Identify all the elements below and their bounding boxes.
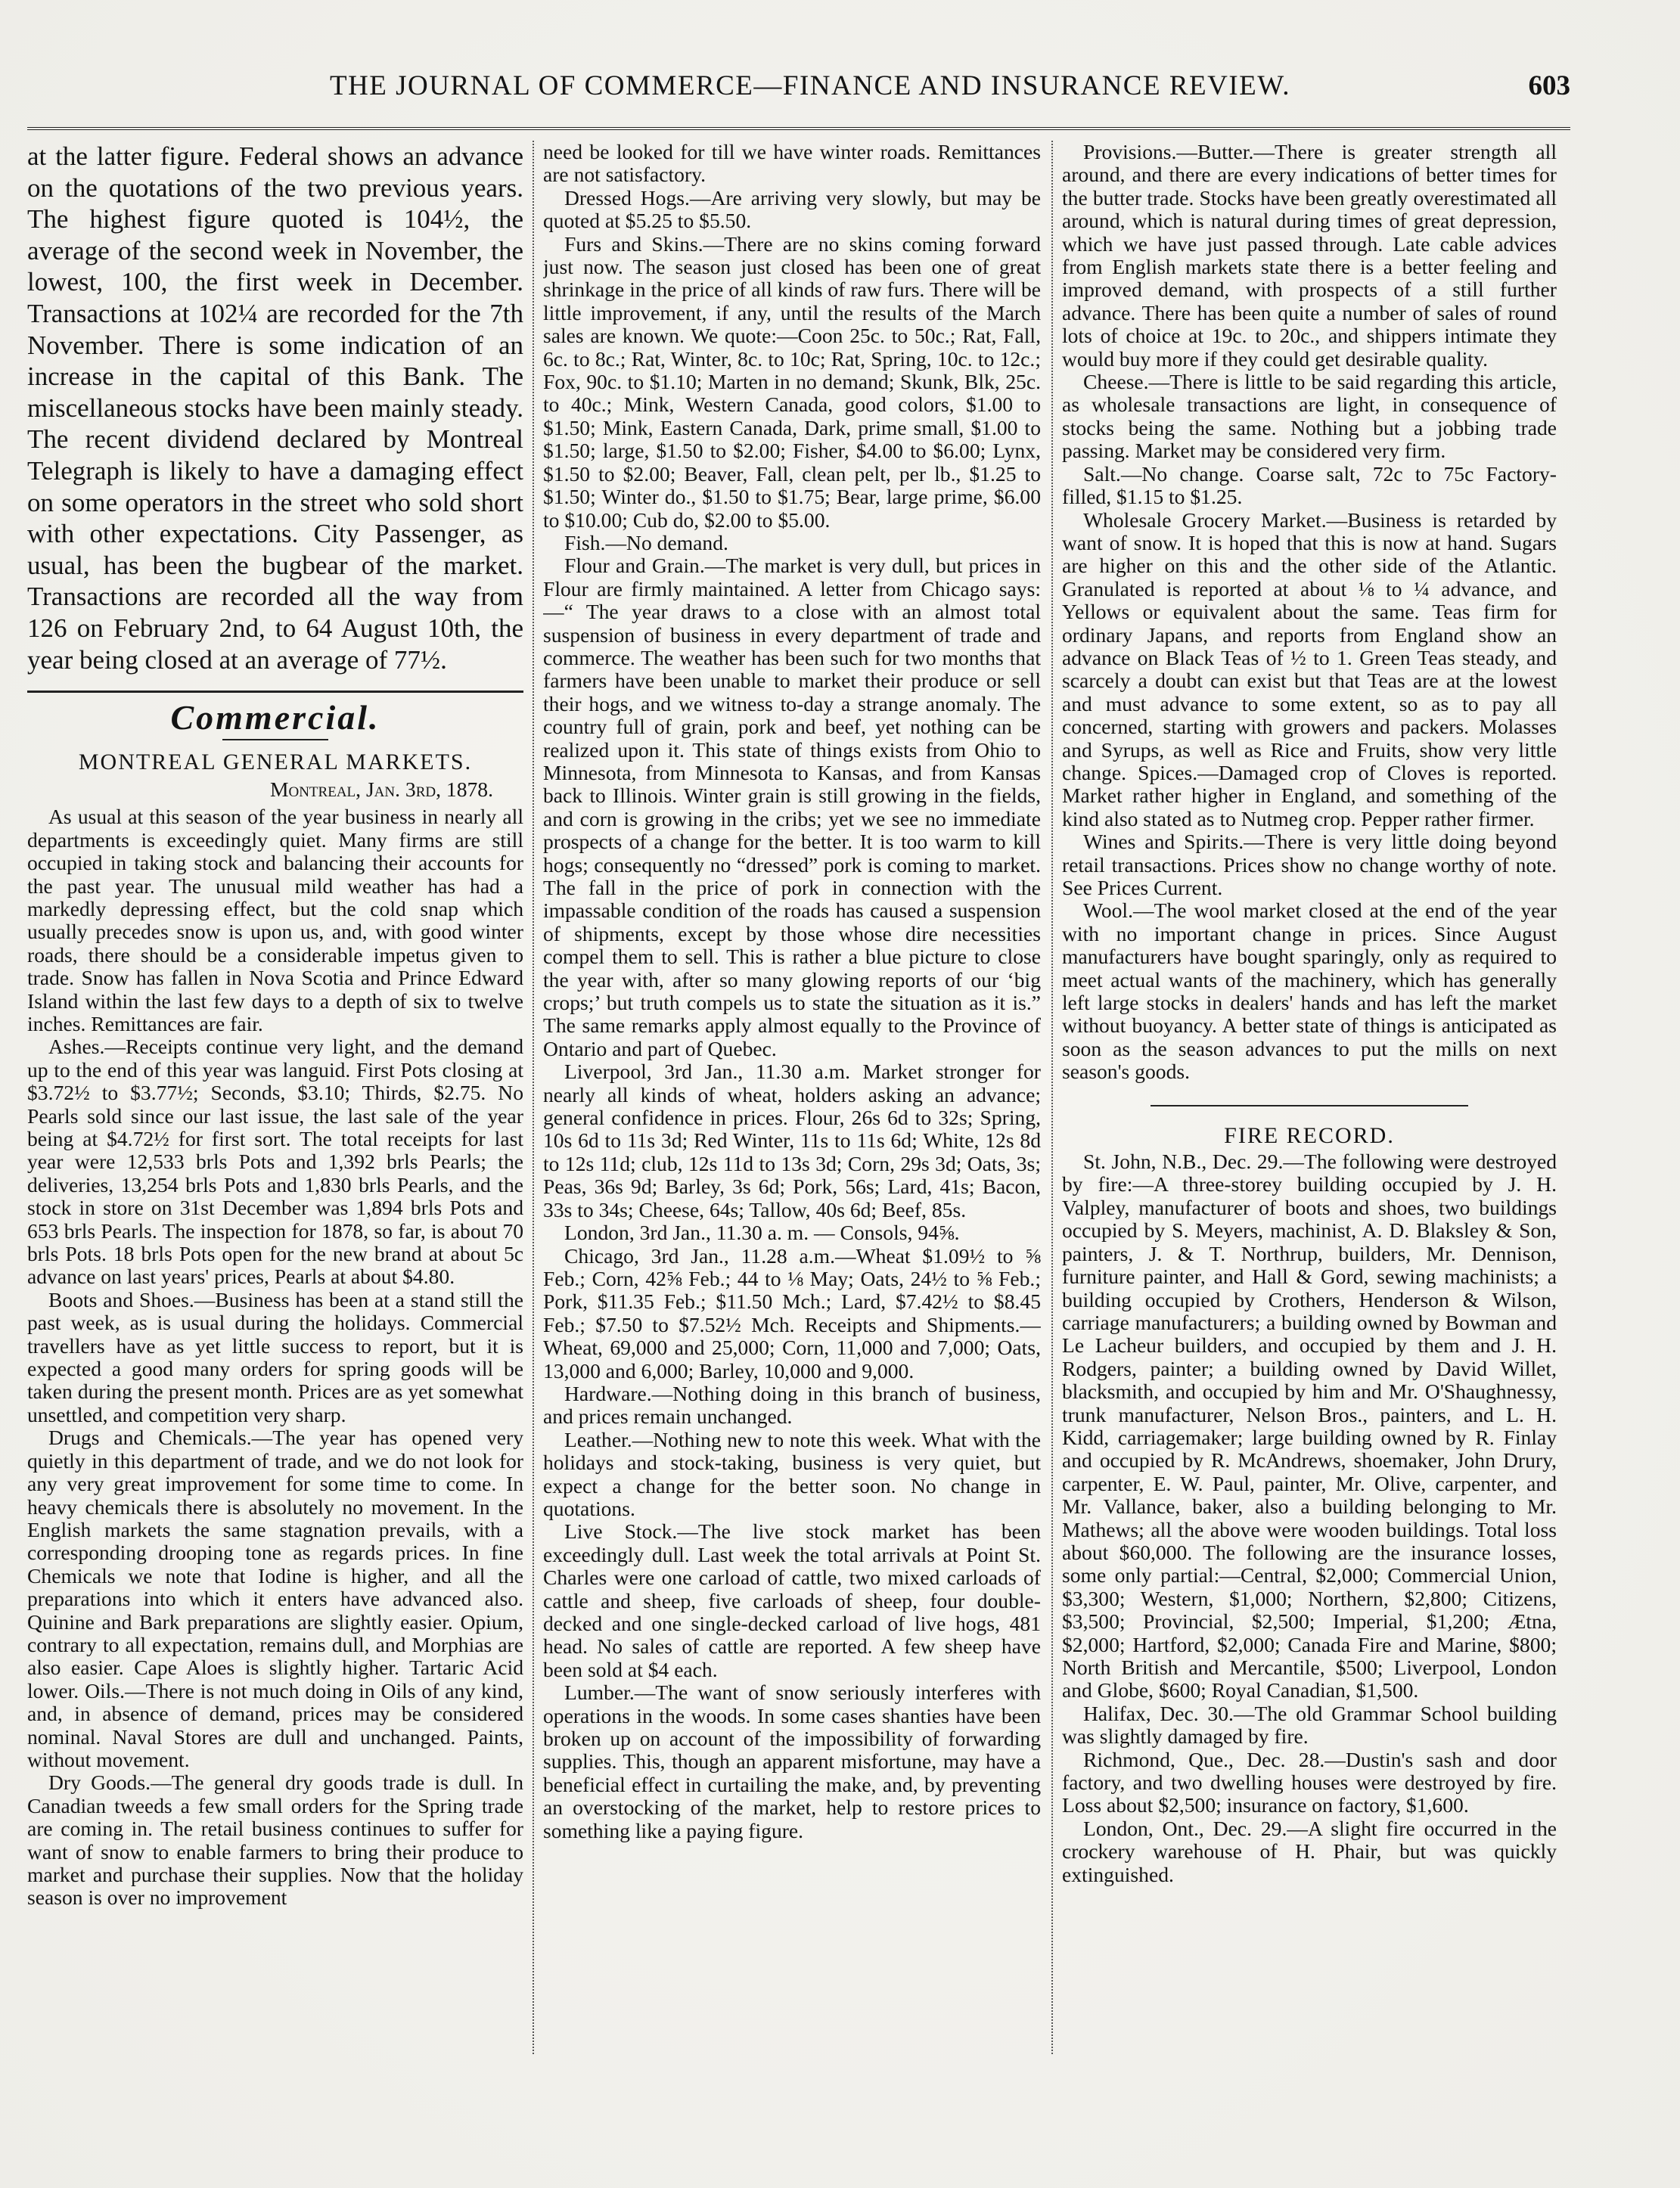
richmond-fire-paragraph: Richmond, Que., Dec. 28.—Dustin's sash and door factory, and two dwelling houses were destroyed by fire. Loss about $2,500; insurance on factory, $1,600. xyxy=(1062,1747,1557,1817)
ashes-paragraph: Ashes.—Receipts continue very light, and the demand up to the end of this year was languid. First Pots closing at $3.72½ to $3.77½; Seconds, $3.10; Thirds, $2.75. No Pearls sold since our last issue, the last sale of the year being at $4.72½ for first sort. The total receipts for last year were 12,533 brls Pots and 1,392 brls Pearls; the deliveries, 13,254 brls Pots and 1,830 brls Pearls, and the stock in store on 31st December was 1,894 brls Pots and 653 brls Pearls. The inspection for 1878, so far, is about 70 brls Pots. 18 brls Pots open for the new brand at about 5c advance on last years' prices, Pearls at about $4.80. xyxy=(27,1035,523,1289)
fire-record-rule xyxy=(1151,1105,1468,1106)
dry-goods-paragraph: Dry Goods.—The general dry goods trade is dull. In Canadian tweeds a few small orders for the Spring trade are coming in. The retail business continues to suffer for want of snow to enable farmers to bring their produce to market and purchase their supplies. Now that the holiday season is over no improvement xyxy=(27,1771,523,1910)
leather-paragraph: Leather.—Nothing new to note this week. What with the holidays and stock-taking, business is very quiet, but expect a change for the better soon. No change in quotations. xyxy=(543,1427,1041,1520)
chicago-paragraph: Chicago, 3rd Jan., 11.28 a.m.—Wheat $1.09½ to ⅝ Feb.; Corn, 42⅝ Feb.; 44 to ⅛ May; Oats, 24½ to ⅝ Feb.; Pork, $11.35 Feb.; $11.50 Mch.; Lard, $7.42½ to $8.45 Feb.; $7.50 to $7.52½ Mch. Receipts and Shipments.—Wheat, 69,000 and 25,000; Corn, 11,000 and 7,000; Oats, 13,000 and 6,000; Barley, 10,000 and 9,000. xyxy=(543,1243,1041,1383)
provisions-paragraph: Provisions.—Butter.—There is greater strength all around, and there are every indications of better times for the butter trade. Stocks have been greatly overestimated all around, which is natural during times of great depression, which we have just passed through. Late cable advices from English markets state there is a better feeling and improved demand, with prospects of a still further advance. There has been quite a number of sales of round lots of choice at 19c. to 20c., and shippers intimate they would buy more if they could get desirable quality. xyxy=(1062,141,1557,371)
column-divider xyxy=(533,141,534,2054)
london-ont-fire-paragraph: London, Ont., Dec. 29.—A slight fire occurred in the crockery warehouse of H. Phair, but was quickly extinguished. xyxy=(1062,1816,1557,1886)
wool-paragraph: Wool.—The wool market closed at the end of the year with no important change in prices. Since August manufacturers have bought sparingly, only as required to meet actual wants of the machinery, which has generally left large stocks in dealers' hands and has left the market without buoyancy. A better state of things is anticipated as soon as the season advances to put the mills on next season's goods. xyxy=(1062,898,1557,1084)
page-number: 603 xyxy=(1528,70,1570,101)
section-rule xyxy=(27,691,523,693)
dateline: Montreal, Jan. 3rd, 1878. xyxy=(269,777,493,801)
header-rule xyxy=(27,127,1570,133)
flour-grain-paragraph: Flour and Grain.—The market is very dull, but prices in Flour are firmly maintained. A letter from Chicago says:—“ The year draws to a close with an almost total suspension of business in every department of trade and commerce. The weather has been such for two months that farmers have been unable to market their produce or sell their hogs, and we witness to-day a strange anomaly. The country full of grain, pork and beef, yet nothing can be realized upon it. This state of things exists from Ohio to Minnesota, from Minnesota to Kansas, and from Kansas back to Illinois. Winter grain is still growing in the fields, and corn is growing in the cribs; yet we see no immediate prospects of a change for the better. It is too warm to kill hogs; consequently no “dressed” pork is coming to market. The fall in the price of pork in connection with the impassable condition of the roads has caused a suspension of shipments, except by those whose dire necessities compel them to sell. This is rather a blue picture to close the year with, after so many glowing reports of our ‘big crops;’ but truth compels us to state the situation as it is.” The same remarks apply almost equally to the Province of Ontario and part of Quebec. xyxy=(543,554,1041,1060)
column-divider xyxy=(1051,141,1053,2054)
dressed-hogs-paragraph: Dressed Hogs.—Are arriving very slowly, but may be quoted at $5.25 to $5.50. xyxy=(543,185,1041,233)
salt-paragraph: Salt.—No change. Coarse salt, 72c to 75c Factory-filled, $1.15 to $1.25. xyxy=(1062,461,1557,509)
page-header xyxy=(27,70,1570,112)
fire-record-heading: FIRE RECORD. xyxy=(1224,1122,1395,1148)
market-intro-paragraph: As usual at this season of the year business in nearly all departments is exceedingly quiet. Many firms are still occupied in taking stock and balancing their accounts for the past year. The unusual mild weather has had a markedly depressing effect, but the cold snap which usually precedes snow is upon us, and, with good winter roads, there should be a considerable impetus given to trade. Snow has fallen in Nova Scotia and Prince Edward Island within the last few days to a depth of six to twelve inches. Remittances are fair. xyxy=(27,805,523,1035)
column-2 xyxy=(543,141,1041,1842)
wines-spirits-paragraph: Wines and Spirits.—There is very little doing beyond retail transactions. Prices show no change worthy of note. See Prices Current. xyxy=(1062,830,1557,899)
grocery-paragraph: Wholesale Grocery Market.—Business is retarded by want of snow. It is hoped that this is now at hand. Sugars are higher on this and the other side of the Atlantic. Granulated is reported at about ⅛ to ¼ advance, and Yellows or equivalent about the same. Teas firm for ordinary Japans, and reports from England show an advance on Black Teas of ½ to 1. Green Teas steady, and scarcely a doubt can exist but that Teas are at the lowest and must advance to some extent, so as to pay all concerned, starting with growers and packers. Molasses and Syrups, as well as Rice and Fruits, show very little change. Spices.—Damaged crop of Cloves is reported. Market rather higher in England, and something of the kind also stated as to Nutmeg crop. Pepper rather firmer. xyxy=(1062,507,1557,830)
fish-paragraph: Fish.—No demand. xyxy=(564,530,728,554)
column-3 xyxy=(1062,141,1557,1886)
continued-paragraph: need be looked for till we have winter roads. Remittances are not satisfactory. xyxy=(543,141,1041,187)
column-1 xyxy=(27,141,523,1910)
section-title: Commercial. xyxy=(170,698,380,737)
running-head: THE JOURNAL OF COMMERCE—FINANCE AND INSURANCE REVIEW. xyxy=(329,70,1291,101)
st-john-fire-paragraph: St. John, N.B., Dec. 29.—The following were destroyed by fire:—A three-storey building occupied by J. H. Valpley, manufacturer of boots and shoes, two buildings occupied by S. Meyers, machinist, A. D. Blaksley & Son, painters, J. & T. Northrup, builders, Mr. Dennison, furniture painter, and Hall & Gord, sewing machinists; a building occupied by Crothers, Henderson & Wilson, carriage manufacturers; a building owned by Bowman and Le Lacheur builders, and occupied by them and J. H. Rodgers, painter; a building owned by David Willet, blacksmith, and occupied by him and Mr. O'Shaughnessy, trunk manufacturer, Nelson Bros., painters, and L. H. Kidd, carriagemaker; large building owned by R. Finlay and occupied by R. McAndrews, shoemaker, John Drury, carpenter, E. W. Paul, painter, Mr. Olive, carpenter, and Mr. Vallance, baker, also a building belonging to Mr. Mathews; all the above were wooden buildings. Total loss about $60,000. The following are the insurance losses, some only partial:—Central, $2,000; Commercial Union, $3,300; Western, $1,000; Northern, $2,800; Citizens, $3,500; Provincial, $2,500; Imperial, $1,200; Ætna, $2,000; Hartford, $2,000; Canada Fire and Marine, $800; North British and Mercantile, $500; Liverpool, London and Globe, $600; Royal Canadian, $1,500. xyxy=(1062,1150,1557,1702)
cheese-paragraph: Cheese.—There is little to be said regarding this article, as wholesale transactions are light, in consequence of stocks being the same. Nothing but a jobbing trade passing. Market may be considered very firm. xyxy=(1062,370,1557,463)
hardware-paragraph: Hardware.—Nothing doing in this branch of business, and prices remain unchanged. xyxy=(543,1381,1041,1429)
lumber-paragraph: Lumber.—The want of snow seriously interferes with operations in the woods. In some cases shanties have been broken up on account of the impossibility of forwarding supplies. This, though an apparent misfortune, may have a beneficial effect in curtailing the make, and, by preventing an overstocking of the market, help to restore prices to something like a paying figure. xyxy=(543,1681,1041,1842)
drugs-chemicals-paragraph: Drugs and Chemicals.—The year has opened very quietly in this department of trade, and we do not look for any very great improvement for some time to come. In heavy chemicals there is absolutely no movement. In the English markets the same stagnation prevails, with a corresponding drooping tone as regards prices. In fine Chemicals we note that Iodine is higher, and all the preparations into which it enters have advanced also. Quinine and Bark preparations are slightly easier. Opium, contrary to all expectation, remains dull, and Morphias are also easier. Cape Aloes is slightly higher. Tartaric Acid lower. Oils.—There is not much doing in Oils of any kind, and, in absence of demand, prices may be considered nominal. Naval Stores are dull and unchanged. Paints, without movement. xyxy=(27,1426,523,1771)
live-stock-paragraph: Live Stock.—The live stock market has been exceedingly dull. Last week the total arrivals at Point St. Charles were one carload of cattle, two mixed carloads of cattle and sheep, five carloads of sheep, four double-decked and one single-decked carload of live hogs, 481 head. No sales of cattle are reported. A few sheep have been sold at $4 each. xyxy=(543,1519,1041,1681)
market-heading: MONTREAL GENERAL MARKETS. xyxy=(78,749,473,774)
boots-shoes-paragraph: Boots and Shoes.—Business has been at a stand still the past week, as is usual during the holidays. Commercial travellers have as yet little success to report, but it is expected a good many orders for spring goods will be taken during the present month. Prices are as yet somewhat unsettled, and competition very sharp. xyxy=(27,1287,523,1426)
halifax-fire-paragraph: Halifax, Dec. 30.—The old Grammar School building was slightly damaged by fire. xyxy=(1062,1701,1557,1749)
title-rule xyxy=(222,739,328,740)
furs-skins-paragraph: Furs and Skins.—There are no skins coming forward just now. The season just closed has been one of great shrinkage in the price of all kinds of raw furs. There will be little improvement, if any, until the results of the March sales are known. We quote:—Coon 25c. to 50c.; Rat, Fall, 6c. to 8c.; Rat, Winter, 8c. to 10c; Rat, Spring, 10c. to 12c.; Fox, 90c. to $1.10; Marten in no demand; Skunk, Blk, 25c. to 40c.; Mink, Western Canada, good colors, $1.00 to $1.50; Mink, Eastern Canada, Dark, prime small, $1.00 to $1.50; large, $1.50 to $2.00; Fisher, $4.00 to $6.00; Lynx, $1.50 to $2.00; Beaver, Fall, clean pelt, per lb., $1.25 to $1.50; Winter do., $1.50 to $1.75; Bear, large prime, $6.00 to $10.00; Cub do, $2.00 to $5.00. xyxy=(543,231,1041,532)
liverpool-paragraph: Liverpool, 3rd Jan., 11.30 a.m. Market stronger for nearly all kinds of wheat, holders asking an advance; general confidence in prices. Flour, 26s 6d to 32s; Spring, 10s 6d to 11s 3d; Red Winter, 11s to 11s 6d; White, 12s 8d to 12s 11d; club, 12s 11d to 13s 3d; Corn, 29s 3d; Oats, 3s; Peas, 36s 9d; Barley, 3s 6d; Pork, 56s; Lard, 41s; Bacon, 33s to 34s; Cheese, 64s; Tallow, 40s 6d; Beef, 85s. xyxy=(543,1060,1041,1221)
bank-stocks-paragraph: at the latter figure. Federal shows an advance on the quotations of the two previous years. The highest figure quoted is 104½, the average of the second week in November, the lowest, 100, the first week in December. Transactions at 102¼ are recorded for the 7th November. There is some indication of an increase in the capital of this Bank. The miscellaneous stocks have been mainly steady. The recent dividend declared by Montreal Telegraph is likely to have a damaging effect on some operators in the street who sold short with other expectations. City Passenger, as usual, has been the bugbear of the market. Transactions are recorded all the way from 126 on February 2nd, to 64 August 10th, the year being closed at an average of 77½. xyxy=(27,141,523,675)
london-paragraph: London, 3rd Jan., 11.30 a. m. — Consols, 94⅝. xyxy=(564,1221,960,1245)
